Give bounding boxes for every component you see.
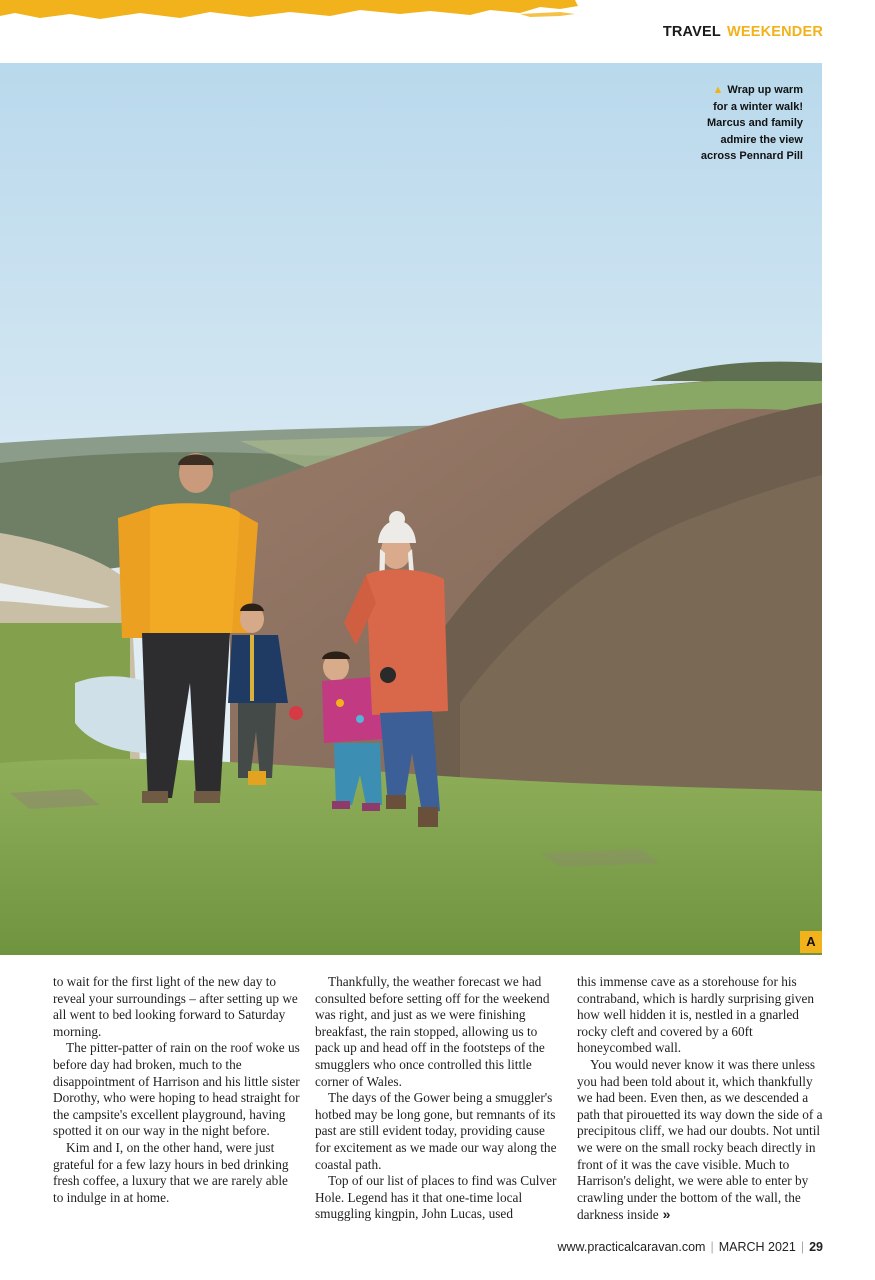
caption-marker-icon: ▲: [712, 84, 724, 96]
issue-date: MARCH 2021: [718, 1240, 796, 1254]
photo-caption: [653, 82, 803, 165]
caption-line: across Pennard Pill: [700, 150, 803, 163]
article-column-3: [577, 974, 825, 1224]
divider: |: [710, 1240, 714, 1254]
section-header: [663, 24, 823, 40]
paragraph: You would never know it was there unless you had been told about it, which thankfully we had been. Even then, as we descended a path that pirouetted its way down the side of a precipitous cliff, we had our doubts. Not until we were on the small rocky beach directly in front of it was the cave visible. Much to Harrison's delight, we were able to enter by crawling under the bottom of the wall, the darkness inside »: [577, 1056, 823, 1223]
website-url: www.practicalcaravan.com: [557, 1240, 706, 1254]
paragraph: Top of our list of places to find was Culver Hole. Legend has it that one-time local smuggling kingpin, John Lucas, used: [315, 1173, 557, 1222]
page-footer: [558, 1240, 824, 1254]
paragraph: this immense cave as a storehouse for his contraband, which is hardly surprising given how well hidden it is, nestled in a gnarled rocky cleft and covered by a 60ft honeycombed wall.: [577, 974, 815, 1056]
paragraph: The pitter-patter of rain on the roof woke us before day had broken, much to the disappointment of Harrison and his little sister Dorothy, who were hoping to head straight for the campsite's excellent playground, having spotted it on our way in the night before.: [53, 1040, 300, 1139]
continue-arrow-icon: »: [662, 1206, 668, 1223]
caption-line: Marcus and family: [707, 117, 803, 130]
section-label: TRAVEL: [662, 24, 721, 40]
subsection-label: WEEKENDER: [726, 24, 823, 40]
photo-badge: A: [800, 931, 822, 953]
divider: |: [800, 1240, 805, 1254]
landscape-illustration: [0, 63, 822, 955]
paragraph: Thankfully, the weather forecast we had consulted before setting off for the weekend was right, and just as we were finishing breakfast, the rain stopped, allowing us to pack up and head off in the footsteps of the smugglers who once controlled this little corner of Wales.: [315, 974, 550, 1089]
paragraph: to wait for the first light of the new day to reveal your surroundings – after setting up we all went to bed looking forward to Saturday morning.: [53, 974, 298, 1039]
page-number: 29: [809, 1240, 823, 1254]
caption-line: admire the view: [720, 133, 803, 146]
family-photo: [0, 63, 822, 955]
brush-stroke-decoration: [0, 0, 580, 22]
caption-line: for a winter walk!: [713, 100, 803, 113]
article-column-1: [53, 974, 301, 1206]
paragraph: The days of the Gower being a smuggler's hotbed may be long gone, but remnants of its past are still evident today, providing cause for excitement as we made our way along the coastal path.: [315, 1090, 557, 1172]
article-column-2: [315, 974, 563, 1223]
paragraph: Kim and I, on the other hand, were just grateful for a few lazy hours in bed drinking fresh coffee, a luxury that we are rarely able to indulge in at home.: [53, 1139, 289, 1205]
caption-line: ▲ Wrap up warm: [712, 84, 803, 96]
